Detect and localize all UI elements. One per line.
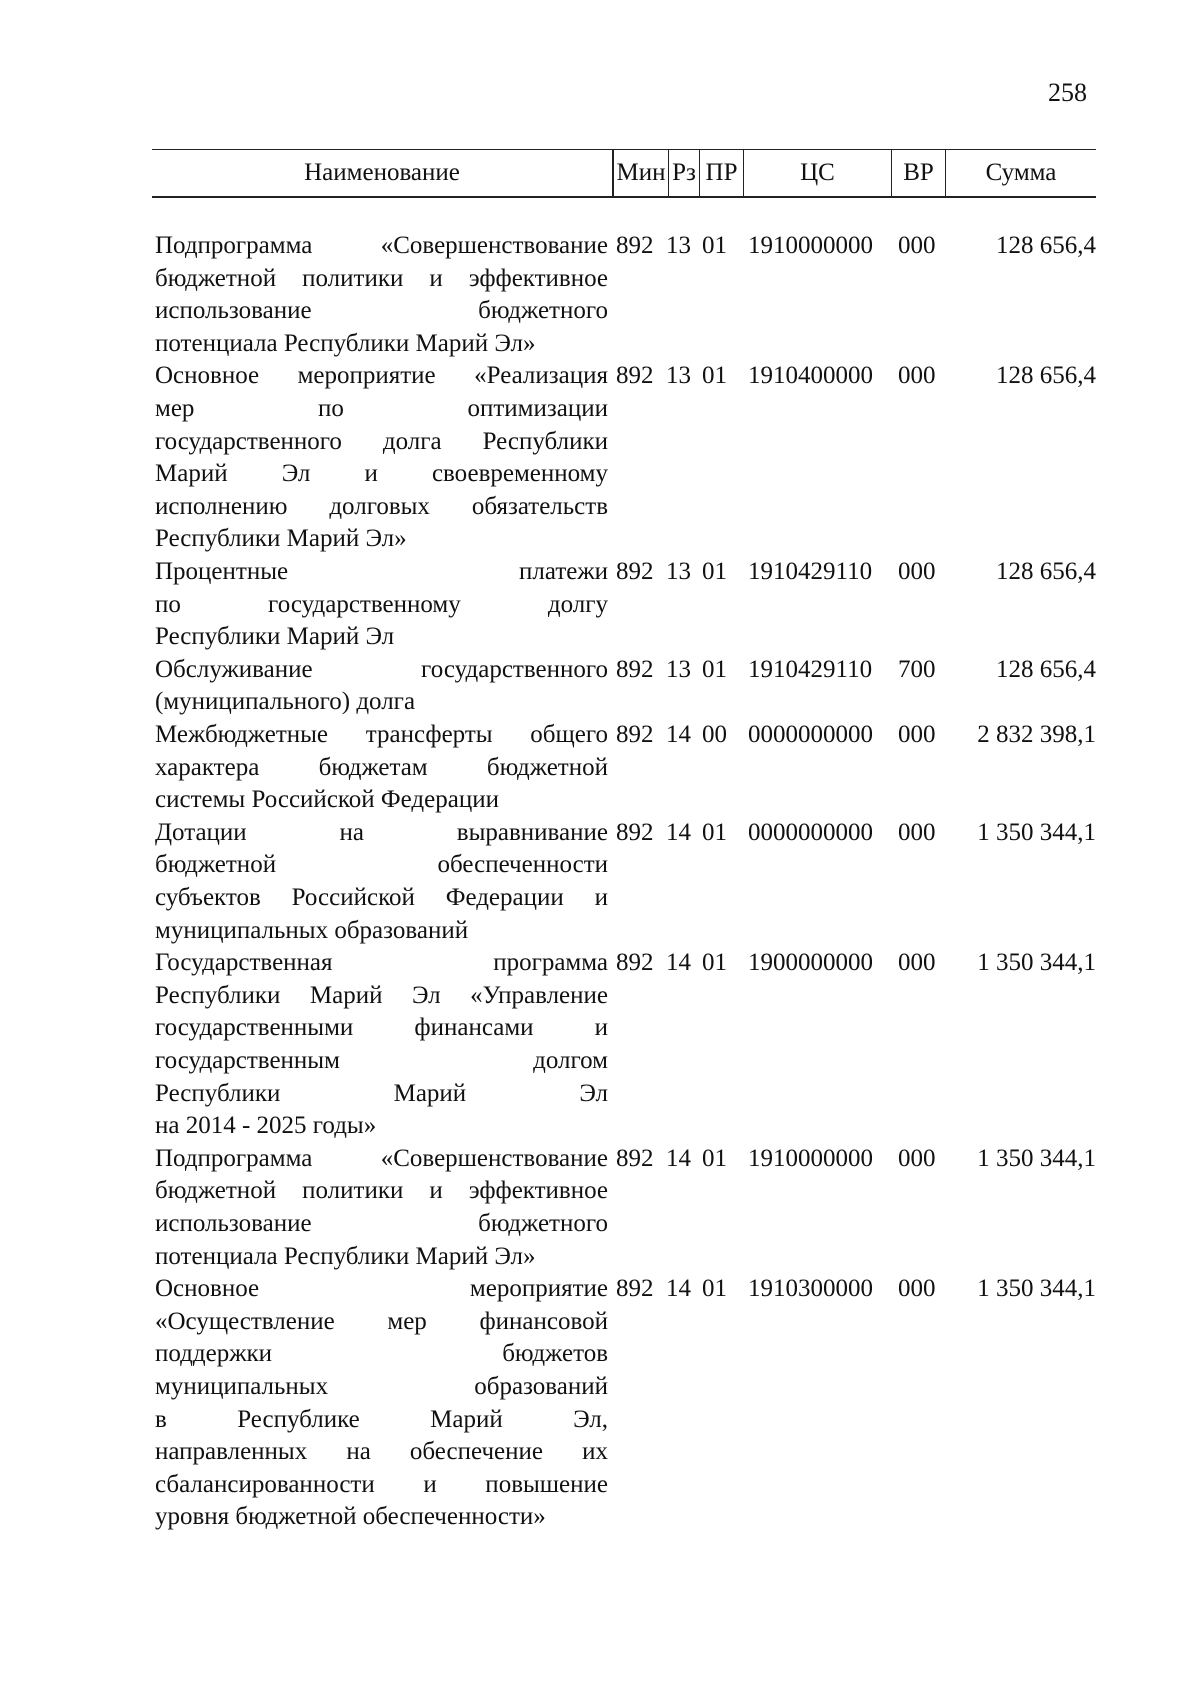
row-sum: 128 656,4 — [996, 362, 1096, 390]
row-cs: 1910300000 — [748, 1275, 873, 1303]
page-number: 258 — [1048, 78, 1087, 107]
row-pr: 01 — [702, 1275, 727, 1303]
row-vr: 000 — [898, 558, 936, 585]
row-name-line: бюджетной политики и эффективное — [155, 264, 608, 292]
row-pr: 00 — [702, 721, 727, 748]
row-vr: 700 — [898, 655, 936, 683]
row-name-line: на 2014 - 2025 годы» — [155, 1112, 377, 1140]
row-name-line: субъектов Российской Федерации и — [155, 883, 608, 911]
header-rz: Рз — [668, 150, 699, 196]
row-min: 892 — [616, 949, 654, 977]
row-cs: 1910000000 — [748, 232, 873, 259]
row-name-line: Дотации на выравнивание — [155, 818, 608, 846]
row-sum: 1 350 344,1 — [977, 1275, 1096, 1303]
row-name-line: системы Российской Федерации — [155, 786, 499, 814]
row-name-line: Процентные платежи — [155, 558, 608, 585]
row-sum: 128 656,4 — [996, 655, 1096, 683]
row-sum: 1 350 344,1 — [977, 818, 1096, 846]
row-vr: 000 — [898, 362, 936, 390]
row-cs: 1900000000 — [748, 949, 873, 977]
row-name-line: направленных на обеспечение их — [155, 1438, 608, 1466]
row-min: 892 — [616, 558, 654, 585]
row-rz: 13 — [666, 558, 691, 585]
row-sum: 1 350 344,1 — [977, 949, 1096, 977]
row-name-line: бюджетной политики и эффективное — [155, 1177, 608, 1205]
row-min: 892 — [616, 1144, 654, 1172]
row-name — [155, 1143, 608, 1273]
row-rz: 13 — [666, 362, 691, 390]
row-sum: 1 350 344,1 — [977, 1144, 1096, 1172]
row-pr: 01 — [702, 655, 727, 683]
row-rz: 14 — [666, 818, 691, 846]
row-name-line: сбалансированности и повышение — [155, 1470, 608, 1498]
row-min: 892 — [616, 362, 654, 390]
row-name-line: по государственному долгу — [155, 590, 608, 618]
row-name-line: Государственная программа — [155, 949, 608, 977]
row-vr: 000 — [898, 721, 936, 748]
row-pr: 01 — [702, 232, 727, 259]
row-cs: 0000000000 — [748, 818, 873, 846]
row-name-line: Основное мероприятие — [155, 1275, 608, 1303]
row-name-line: потенциала Республики Марий Эл» — [155, 329, 536, 357]
row-sum: 128 656,4 — [996, 558, 1096, 585]
row-pr: 01 — [702, 818, 727, 846]
row-rz: 14 — [666, 949, 691, 977]
row-sum: 128 656,4 — [996, 232, 1096, 259]
row-name-line: в Республике Марий Эл, — [155, 1405, 608, 1433]
row-name-line: государственными финансами и — [155, 1014, 608, 1042]
row-vr: 000 — [898, 1144, 936, 1172]
row-name — [155, 230, 608, 360]
row-name-line: государственного долга Республики — [155, 427, 608, 455]
row-name-line: «Осуществление мер финансовой — [155, 1307, 608, 1335]
row-vr: 000 — [898, 818, 936, 846]
row-cs: 0000000000 — [748, 721, 873, 748]
row-rz: 13 — [666, 655, 691, 683]
row-cs: 1910400000 — [748, 362, 873, 390]
row-min: 892 — [616, 1275, 654, 1303]
row-rz: 13 — [666, 232, 691, 259]
row-name-line: государственным долгом — [155, 1046, 608, 1074]
row-pr: 01 — [702, 558, 727, 585]
table-header — [152, 149, 1096, 198]
row-cs: 1910429110 — [748, 558, 873, 585]
row-name-line: муниципальных образований — [155, 916, 469, 944]
row-vr: 000 — [898, 1275, 936, 1303]
row-name-line: использование бюджетного — [155, 297, 608, 325]
row-name-line: Основное мероприятие «Реализация — [155, 362, 608, 390]
row-vr: 000 — [898, 949, 936, 977]
row-name — [155, 654, 608, 719]
row-cs: 1910000000 — [748, 1144, 873, 1172]
row-name-line: характера бюджетам бюджетной — [155, 753, 608, 781]
row-name — [155, 556, 608, 654]
row-name-line: использование бюджетного — [155, 1209, 608, 1237]
header-sum: Сумма — [945, 150, 1096, 196]
row-min: 892 — [616, 721, 654, 748]
row-min: 892 — [616, 232, 654, 259]
row-name-line: (муниципального) долга — [155, 688, 416, 716]
row-vr: 000 — [898, 232, 936, 259]
row-name — [155, 1273, 608, 1534]
row-name-line: исполнению долговых обязательств — [155, 492, 608, 520]
row-name-line: Межбюджетные трансферты общего — [155, 721, 608, 748]
header-pr: ПР — [699, 150, 743, 196]
row-name-line: Республики Марий Эл» — [155, 525, 407, 553]
row-min: 892 — [616, 655, 654, 683]
row-name-line: поддержки бюджетов — [155, 1340, 608, 1368]
row-name-line: Подпрограмма «Совершенствование — [155, 1144, 608, 1172]
row-pr: 01 — [702, 949, 727, 977]
header-cs: ЦС — [743, 150, 891, 196]
row-name-line: потенциала Республики Марий Эл» — [155, 1242, 536, 1270]
row-name-line: Марий Эл и своевременному — [155, 460, 608, 488]
row-rz: 14 — [666, 1275, 691, 1303]
row-pr: 01 — [702, 362, 727, 390]
row-name-line: Республики Марий Эл — [155, 623, 395, 651]
row-name-line: муниципальных образований — [155, 1372, 608, 1400]
row-name — [155, 817, 608, 947]
row-name-line: Обслуживание государственного — [155, 655, 608, 683]
header-name: Наименование — [304, 159, 460, 186]
row-rz: 14 — [666, 1144, 691, 1172]
row-cs: 1910429110 — [748, 655, 873, 683]
row-name-line: Республики Марий Эл — [155, 1079, 608, 1107]
header-vr: ВР — [891, 150, 945, 196]
row-sum: 2 832 398,1 — [977, 721, 1096, 748]
row-name — [155, 360, 608, 556]
row-min: 892 — [616, 818, 654, 846]
header-min: Мин — [612, 150, 668, 196]
row-name-line: мер по оптимизации — [155, 394, 608, 422]
row-rz: 14 — [666, 721, 691, 748]
row-name — [155, 719, 608, 817]
row-name — [155, 947, 608, 1143]
row-name-line: уровня бюджетной обеспеченности» — [155, 1503, 546, 1531]
row-name-line: бюджетной обеспеченности — [155, 851, 608, 879]
row-pr: 01 — [702, 1144, 727, 1172]
row-name-line: Республики Марий Эл «Управление — [155, 981, 608, 1009]
row-name-line: Подпрограмма «Совершенствование — [155, 232, 608, 259]
